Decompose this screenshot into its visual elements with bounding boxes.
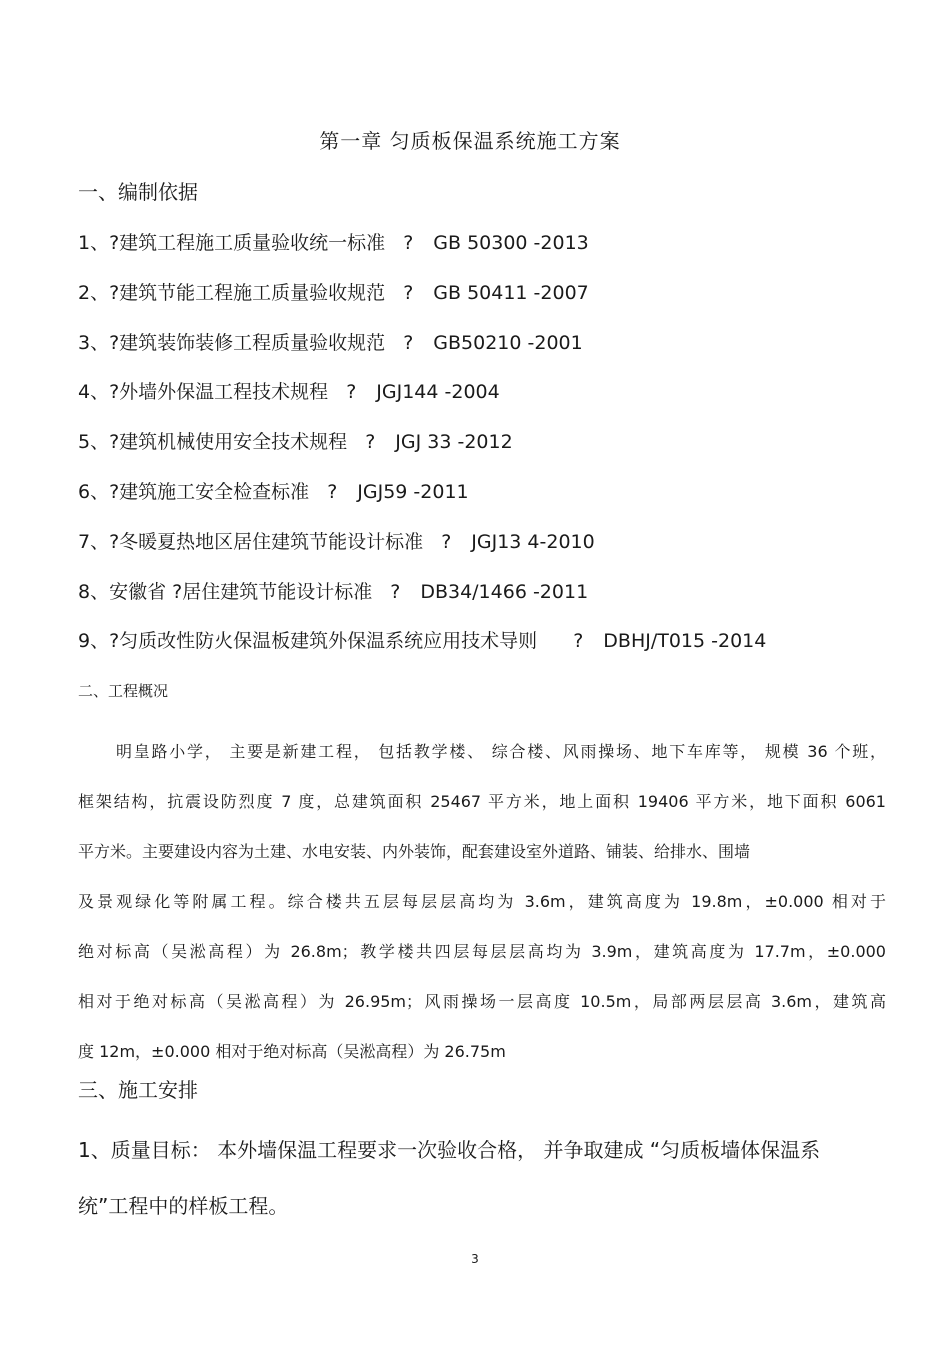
reference-item bbox=[78, 278, 766, 328]
standard-code: JGJ 33 -2012 bbox=[395, 431, 513, 454]
paragraph-line: 绝对标高（吴淞高程）为 26.8m；教学楼共四层每层层高均为 3.9m，建筑高度为 17.7m，±0.000 bbox=[78, 942, 886, 961]
question-mark: ? bbox=[403, 232, 414, 254]
item-number: 2、 bbox=[78, 281, 110, 304]
standard-name: ?建筑节能工程施工质量验收规范 bbox=[109, 281, 386, 304]
question-mark: ? bbox=[327, 480, 338, 503]
item-number: 8、 bbox=[78, 580, 110, 603]
reference-item bbox=[78, 527, 766, 577]
paragraph-line: 相对于绝对标高（吴淞高程）为 26.95m；风雨操场一层高度 10.5m，局部两层层高 3.6m，建筑高 bbox=[78, 992, 886, 1011]
section-heading-overview: 二、工程概况 bbox=[78, 682, 169, 700]
standard-code: JGJ13 4-2010 bbox=[471, 530, 595, 553]
standard-name: ?匀质改性防火保温板建筑外保温系统应用技术导则 bbox=[109, 630, 538, 653]
standard-code: JGJ144 -2004 bbox=[376, 381, 500, 404]
item-number: 6、 bbox=[78, 480, 110, 503]
reference-item bbox=[78, 477, 766, 527]
reference-item bbox=[78, 427, 766, 477]
section-heading-basis: 一、编制依据 bbox=[78, 180, 198, 204]
paragraph-line: 框架结构，抗震设防烈度 7 度，总建筑面积 25467 平方米，地上面积 19406 平方米，地下面积 6061 bbox=[78, 792, 886, 811]
item-number: 9、 bbox=[78, 630, 110, 653]
standard-name: 安徽省 ?居住建筑节能设计标准 bbox=[109, 580, 373, 603]
standard-name: ?外墙外保温工程技术规程 bbox=[109, 381, 329, 404]
standard-name: ?建筑装饰装修工程质量验收规范 bbox=[109, 331, 386, 354]
item-number: 7、 bbox=[78, 530, 110, 553]
question-mark: ? bbox=[403, 281, 414, 304]
standard-code: GB 50300 -2013 bbox=[433, 232, 589, 254]
paragraph-line: 明皇路小学， 主要是新建工程， 包括教学楼、 综合楼、风雨操场、地下车库等， 规模 36 个班， bbox=[116, 742, 886, 761]
item-number: 1、 bbox=[78, 232, 110, 254]
section-heading-arrangement: 三、施工安排 bbox=[78, 1078, 198, 1102]
reference-item bbox=[78, 577, 766, 627]
chapter-title: 第一章 匀质板保温系统施工方案 bbox=[319, 129, 621, 153]
reference-item bbox=[78, 328, 766, 378]
question-mark: ? bbox=[365, 431, 376, 454]
question-mark: ? bbox=[441, 530, 452, 553]
question-mark: ? bbox=[573, 630, 584, 653]
paragraph-line: 平方米。主要建设内容为土建、水电安装、内外装饰，配套建设室外道路、铺装、给排水、围墙 bbox=[78, 842, 751, 861]
standard-code: JGJ59 -2011 bbox=[357, 480, 469, 503]
question-mark: ? bbox=[390, 580, 401, 603]
paragraph-line: 及景观绿化等附属工程。综合楼共五层每层层高均为 3.6m，建筑高度为 19.8m，±0.000 相对于 bbox=[78, 892, 886, 911]
paragraph-line: 统”工程中的样板工程。 bbox=[78, 1194, 289, 1218]
standard-code: GB50210 -2001 bbox=[433, 331, 583, 354]
question-mark: ? bbox=[346, 381, 357, 404]
standard-code: DB34/1466 -2011 bbox=[420, 580, 589, 603]
paragraph-line: 度 12m，±0.000 相对于绝对标高（吴淞高程）为 26.75m bbox=[78, 1042, 506, 1061]
question-mark: ? bbox=[403, 331, 414, 354]
standard-name: ?冬暖夏热地区居住建筑节能设计标准 bbox=[109, 530, 424, 553]
reference-item bbox=[78, 228, 766, 278]
reference-item bbox=[78, 377, 766, 427]
reference-list bbox=[78, 228, 766, 676]
paragraph-line: 1、质量目标： 本外墙保温工程要求一次验收合格， 并争取建成 “匀质板墙体保温系 bbox=[78, 1138, 821, 1162]
quality-target-paragraph bbox=[78, 1122, 886, 1234]
standard-name: ?建筑机械使用安全技术规程 bbox=[109, 431, 348, 454]
overview-paragraph bbox=[78, 727, 886, 1077]
item-number: 3、 bbox=[78, 331, 110, 354]
standard-name: ?建筑施工安全检查标准 bbox=[109, 480, 310, 503]
standard-code: DBHJ/T015 -2014 bbox=[603, 630, 767, 653]
page-number: 3 bbox=[471, 1252, 479, 1266]
item-number: 4、 bbox=[78, 381, 110, 404]
standard-name: ?建筑工程施工质量验收统一标准 bbox=[109, 232, 386, 254]
item-number: 5、 bbox=[78, 431, 110, 454]
reference-item bbox=[78, 626, 766, 676]
standard-code: GB 50411 -2007 bbox=[433, 281, 589, 304]
